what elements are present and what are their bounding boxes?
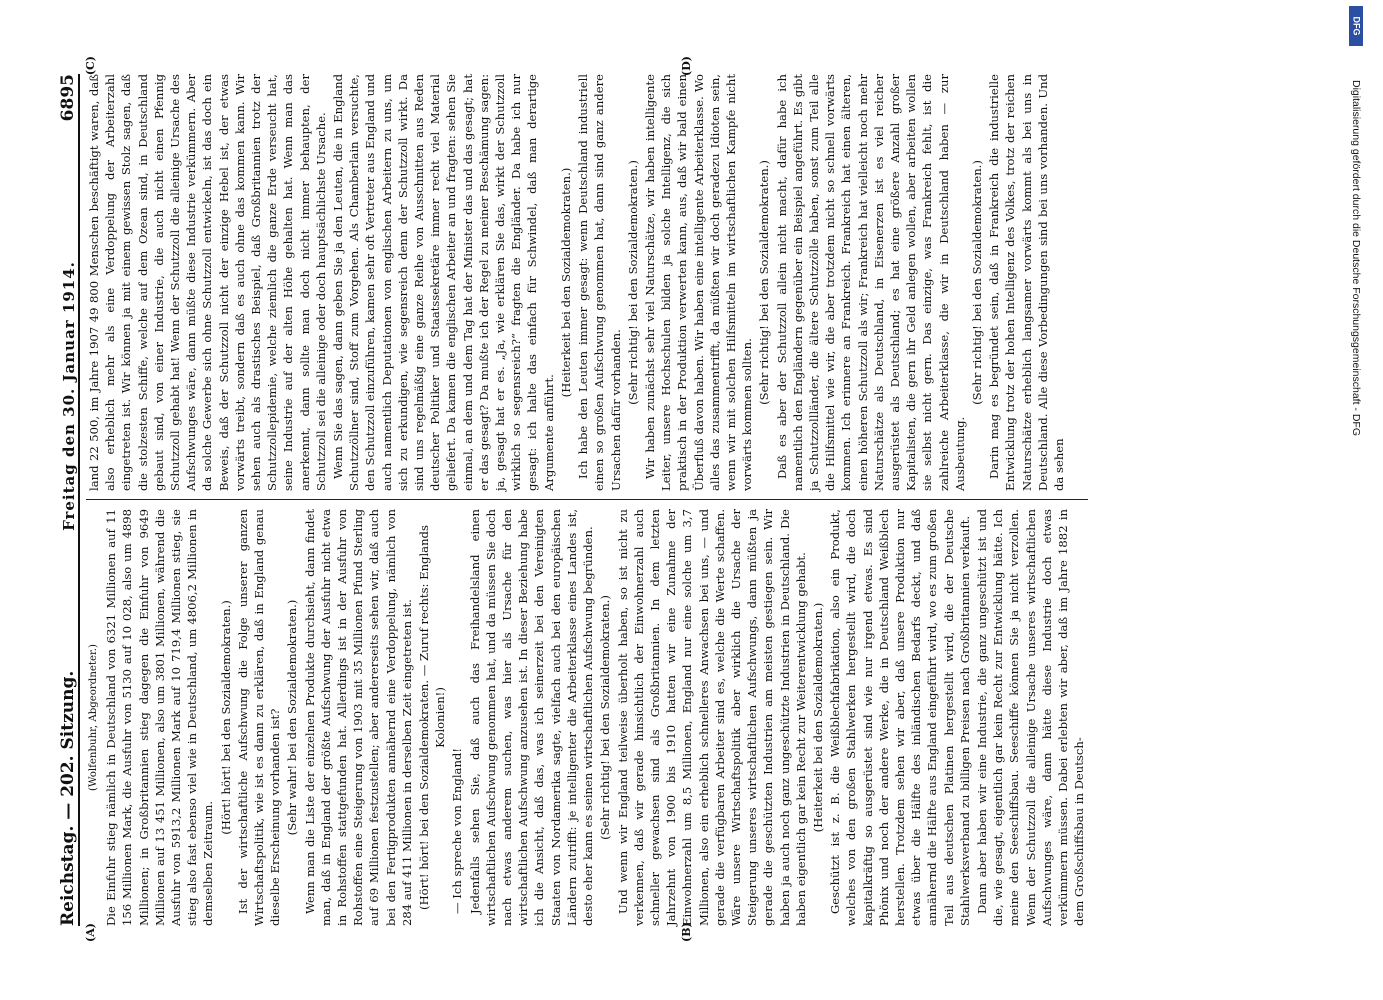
- paragraph: Geschützt ist z. B. die Weißblechfabrikation, also ein Produkt, welches von den großen Stahlwerken hergestellt wird, die doch kapitalkräftig so ausgerüstet sind wie nur irgend etwas. Es sind Phönix und noch der andere Werke, die in Deutschland Weißblech herstellen. Trotzdem sehen wir aber, daß unsere Produktion nur etwas über die Hälfte des inländischen Bedarfs deckt, und daß annähernd die Hälfte aus England eingeführt wird, wo es zum großen Teil aus deutschen Platinen hergestellt wird, die der Deutsche Stahlwerksverband zu billigen Preisen nach Großbritannien verkauft.: [828, 509, 972, 926]
- paragraph: (Sehr richtig! bei den Sozialdemokraten.): [969, 160, 984, 405]
- margin-marker-d: (D): [680, 56, 693, 76]
- paragraph: Dann aber haben wir eine Industrie, die ganz ungeschützt ist und die, wie gesagt, eigentlich gar kein Recht zur Entwicklung hätte. Ich meine den Seeschiffsbau. Seeschiffe können Sie ja nicht verzollen. Wenn der Schutzzoll die alleinige Ursache unseres wirtschaftlichen Aufschwunges wäre, dann hätte diese Industrie doch etwas verkümmern müssen. Dabei erlebten wir aber, daß im Jahre 1882 in dem Großschiffsbau in Deutsch-: [974, 509, 1087, 926]
- paragraph: Wenn man die Liste der einzelnen Produkte durchsieht, dann findet man, daß in England der größte Aufschwung der Ausfuhr nicht etwa in Rohstoffen stattgefunden hat. Allerdings ist in der Ausfuhr von Rohstoffen eine Steigerung von 1903 mit 35 Millionen Pfund Sterling auf 69 Millionen festzustellen; aber andererseits sehen wir, daß auch bei den Fertigprodukten annähernd eine Verdoppelung, nämlich von 284 auf 411 Millionen in derselben Zeit eingetreten ist.: [302, 509, 414, 926]
- paragraph: Und wenn wir England teilweise überholt haben, so ist nicht zu verkennen, daß wir gerade hinsichtlich der Einwohnerzahl auch schneller gewachsen sind als Großbritannien. In dem letzten Jahrzehnt von 1900 bis 1910 hatten wir eine Zunahme der Einwohnerzahl um 8,5 Millionen, England nur eine solche um 3,7 Millionen, also ein erheblich schnelleres Anwachsen bei uns, — und gerade die verfügbaren Arbeiter sind es, welche die Werte schaffen. Wäre unsere Wirtschaftspolitik aber wirklich die Ursache der Steigerung unseres wirtschaftlichen Aufschwungs, dann müßten ja gerade die geschützten Industrien am meisten gestiegen sein. Wir haben ja auch noch ganz ungeschützte Industrien in Deutschland. Die haben eigentlich gar kein Recht zur Weiterentwicklung gehabt.: [615, 509, 808, 926]
- paragraph: Wenn Sie das sagen, dann geben Sie ja den Leuten, die in England Schutzzöllner sind, Stoff zum Vorgehen. Als Chamberlain versuchte, den Schutzzoll einzuführen, kamen sehr oft Vertreter aus England und auch namentlich Deputationen von englischen Arbeitern zu uns, um sich zu erkundigen, wie segensreich denn der Schutzzoll wirkt. Da sind uns regelmäßig eine ganze Reihe von Ausschnitten aus Reden deutscher Politiker und Staatssekretäre immer recht viel Material geliefert. Da kamen die englischen Arbeiter an und fragten: sehen Sie einmal, an dem und dem Tag hat der Minister das und das gesagt; hat er das gesagt? Da mußte ich der Regel zu meiner Beschämung sagen: ja, gesagt hat er es. „Ja, wie erklären Sie das, wirkt der Schutzzoll wirklich so segensreich?“ fragten die Engländer. Da habe ich nur gesagt: ich halte das einfach für Schwindel, daß man derartige Argumente anführt.: [331, 74, 556, 491]
- paragraph: (Wolfenbuhr, Abgeordneter.): [88, 644, 99, 792]
- digitization-note: [1348, 10, 1364, 990]
- paragraph: (Hört! hört! bei den Sozialdemokraten.): [218, 600, 233, 835]
- page-number: 6895: [58, 74, 78, 122]
- dfg-logo-text: DFG: [1351, 16, 1361, 36]
- paragraph: Ich habe den Leuten immer gesagt: wenn Deutschland industriell einen so großen Aufschwung genommen hat, dann sind ganz andere Ursachen dafür vorhanden.: [576, 74, 623, 491]
- scanned-page: [40, 56, 1310, 942]
- left-column: [86, 509, 1088, 926]
- paragraph: (Sehr richtig! bei den Sozialdemokraten.): [757, 160, 772, 405]
- paragraph: (Hört! hört! bei den Sozialdemokraten. — Zuruf rechts: Englands Kolonien!): [417, 525, 448, 910]
- paragraph: land 22 500, im Jahre 1907 49 800 Menschen beschäftigt waren, daß also erheblich mehr als eine Verdoppelung der Arbeiterzahl eingetreten ist. Wir können ja mit einem gewissen Stolz sagen, daß die stolzesten Schiffe, welche auf dem Ozean sind, in Deutschland gebaut sind, von einer Industrie, die auch nicht einen Pfennig Schutzzoll gehabt hat! Wenn der Schutzzoll die alleinige Ursache des Aufschwunges wäre, dann müßte diese Industrie verkümmern. Aber da solche Gewerbe sich ohne Schutzzoll entwickeln, ist das doch ein Beweis, daß der Schutzzoll nicht der einzige Hebel ist, der etwas vorwärts treibt, sondern daß es auch ohne das kommen kann. Wir sehen auch als drastisches Beispiel, daß Großbritannien trotz der Schutzzollepidemie, welche ziemlich die ganze Erde verseucht hat, seine Industrie auf der alten Höhe gehalten hat. Wenn man das anerkennt, dann sollte man doch nicht immer behaupten, der Schutzzoll sei die alleinige oder doch hauptsächlichste Ursache.: [87, 74, 328, 491]
- rotated-page-content: [40, 56, 1310, 942]
- paragraph: Jedenfalls sehen Sie, daß auch das Freihandelsland einen wirtschaftlichen Aufschwung genommen hat, und da müssen Sie doch nach etwas anderem suchen, was hier als Ursache für den wirtschaftlichen Aufschwung anzusehen ist. In dieser Beziehung habe ich die Ansicht, daß das, was ich seinerzeit bei den Vereinigten Staaten von Nordamerika sagte, vielfach auch bei den europäischen Ländern zutrifft: je intelligenter die Arbeiterklasse eines Landes ist, desto eher kann es seinen wirtschaftlichen Aufschwung begründen.: [467, 509, 596, 926]
- header-date: Freitag den 30. Januar 1914.: [60, 261, 78, 531]
- margin-marker-a: (A): [84, 923, 97, 942]
- text-columns: [86, 74, 1088, 926]
- margin-marker-b: (B): [680, 922, 693, 942]
- margin-marker-c: (C): [84, 56, 97, 76]
- paragraph: (Sehr richtig! bei den Sozialdemokraten.): [625, 160, 640, 405]
- paragraph: (Sehr richtig! bei den Sozialdemokraten.): [598, 595, 613, 840]
- paragraph: Ist der wirtschaftliche Aufschwung die Folge unserer ganzen Wirtschaftspolitik, wie ist es dann zu erklären, daß in England genau dieselbe Erscheinung vorhanden ist?: [235, 509, 283, 926]
- paragraph: Wir haben zunächst sehr viel Naturschätze, wir haben intelligente Leiter, unsere Hochschulen bilden ja solche Intelligenz, die sich praktisch in der Produktion verwerten kann, aus, daß wir bald einen Überfluß davon haben. Wir haben eine intelligente Arbeiterklasse. Wo alles das zusammentrifft, da müßten wir doch geradezu Idioten sein, wenn wir mit solchen Hilfsmitteln im wirtschaftlichen Kampfe nicht vorwärts kommen sollten.: [642, 74, 755, 491]
- paragraph: (Sehr wahr! bei den Sozialdemokraten.): [285, 599, 300, 836]
- column-divider: [86, 499, 1088, 500]
- right-column: [86, 74, 1088, 491]
- page-header: [48, 74, 80, 926]
- paragraph: — Ich spreche von England!: [450, 748, 465, 914]
- paragraph: Daß es aber der Schutzzoll allein nicht macht, dafür habe ich namentlich den Engländern gegenüber ein Beispiel angeführt. Es gibt ja Schutzzollländer, die ältere Schutzzölle haben, sonst zum Teil alle die Hilfsmittel wie wir, die aber trotzdem nicht so schnell vorwärts kommen. Ich erinnere an Frankreich. Frankreich hat einen älteren, einen höheren Schutzzoll als wir; Frankreich hat vielleicht noch mehr Naturschätze als Deutschland, in Eisenerzen ist es viel reicher ausgerüstet als Deutschland; es hat eine größere Anzahl großer Kapitalisten, die gern ihr Geld anlegen wollen, aber arbeiten wollen sie selbst nicht gern. Das einzige, was Frankreich fehlt, ist die zahlreiche Arbeiterklasse, die wir in Deutschland haben — zur Ausbeutung.: [774, 74, 967, 491]
- header-left: Reichstag. — 202. Sitzung.: [58, 670, 78, 926]
- paragraph: Darin mag es begründet sein, daß in Frankreich die industrielle Entwicklung trotz der hohen Intelligenz des Volkes, trotz der reichen Naturschätze erheblich langsamer vorwärts kommt als bei uns in Deutschland. Alle diese Vorbedingungen sind bei uns vorhanden. Und da sehen: [987, 74, 1066, 491]
- paragraph: (Heiterkeit bei den Sozialdemokraten.): [558, 167, 573, 398]
- paragraph: Die Einfuhr stieg nämlich in Deutschland von 6321 Millionen auf 11 156 Millionen Mark, die Ausfuhr von 5130 auf 10 028, also um 4898 Millionen; in Großbritannien stieg dagegen die Einfuhr von 9649 Millionen auf 13 451 Millionen, also um 3801 Millionen, während die Ausfuhr von 5913,2 Millionen Mark auf 10 719,4 Millionen stieg, sie stieg also fast ebenso viel wie in Deutschland, um 4806,2 Millionen in demselben Zeitraum.: [104, 509, 216, 926]
- digitization-note-text: Digitalisierung gefördert durch die Deutsche Forschungsgemeinschaft - DFG: [1350, 80, 1362, 437]
- paragraph: (Heiterkeit bei den Sozialdemokraten.): [810, 602, 825, 833]
